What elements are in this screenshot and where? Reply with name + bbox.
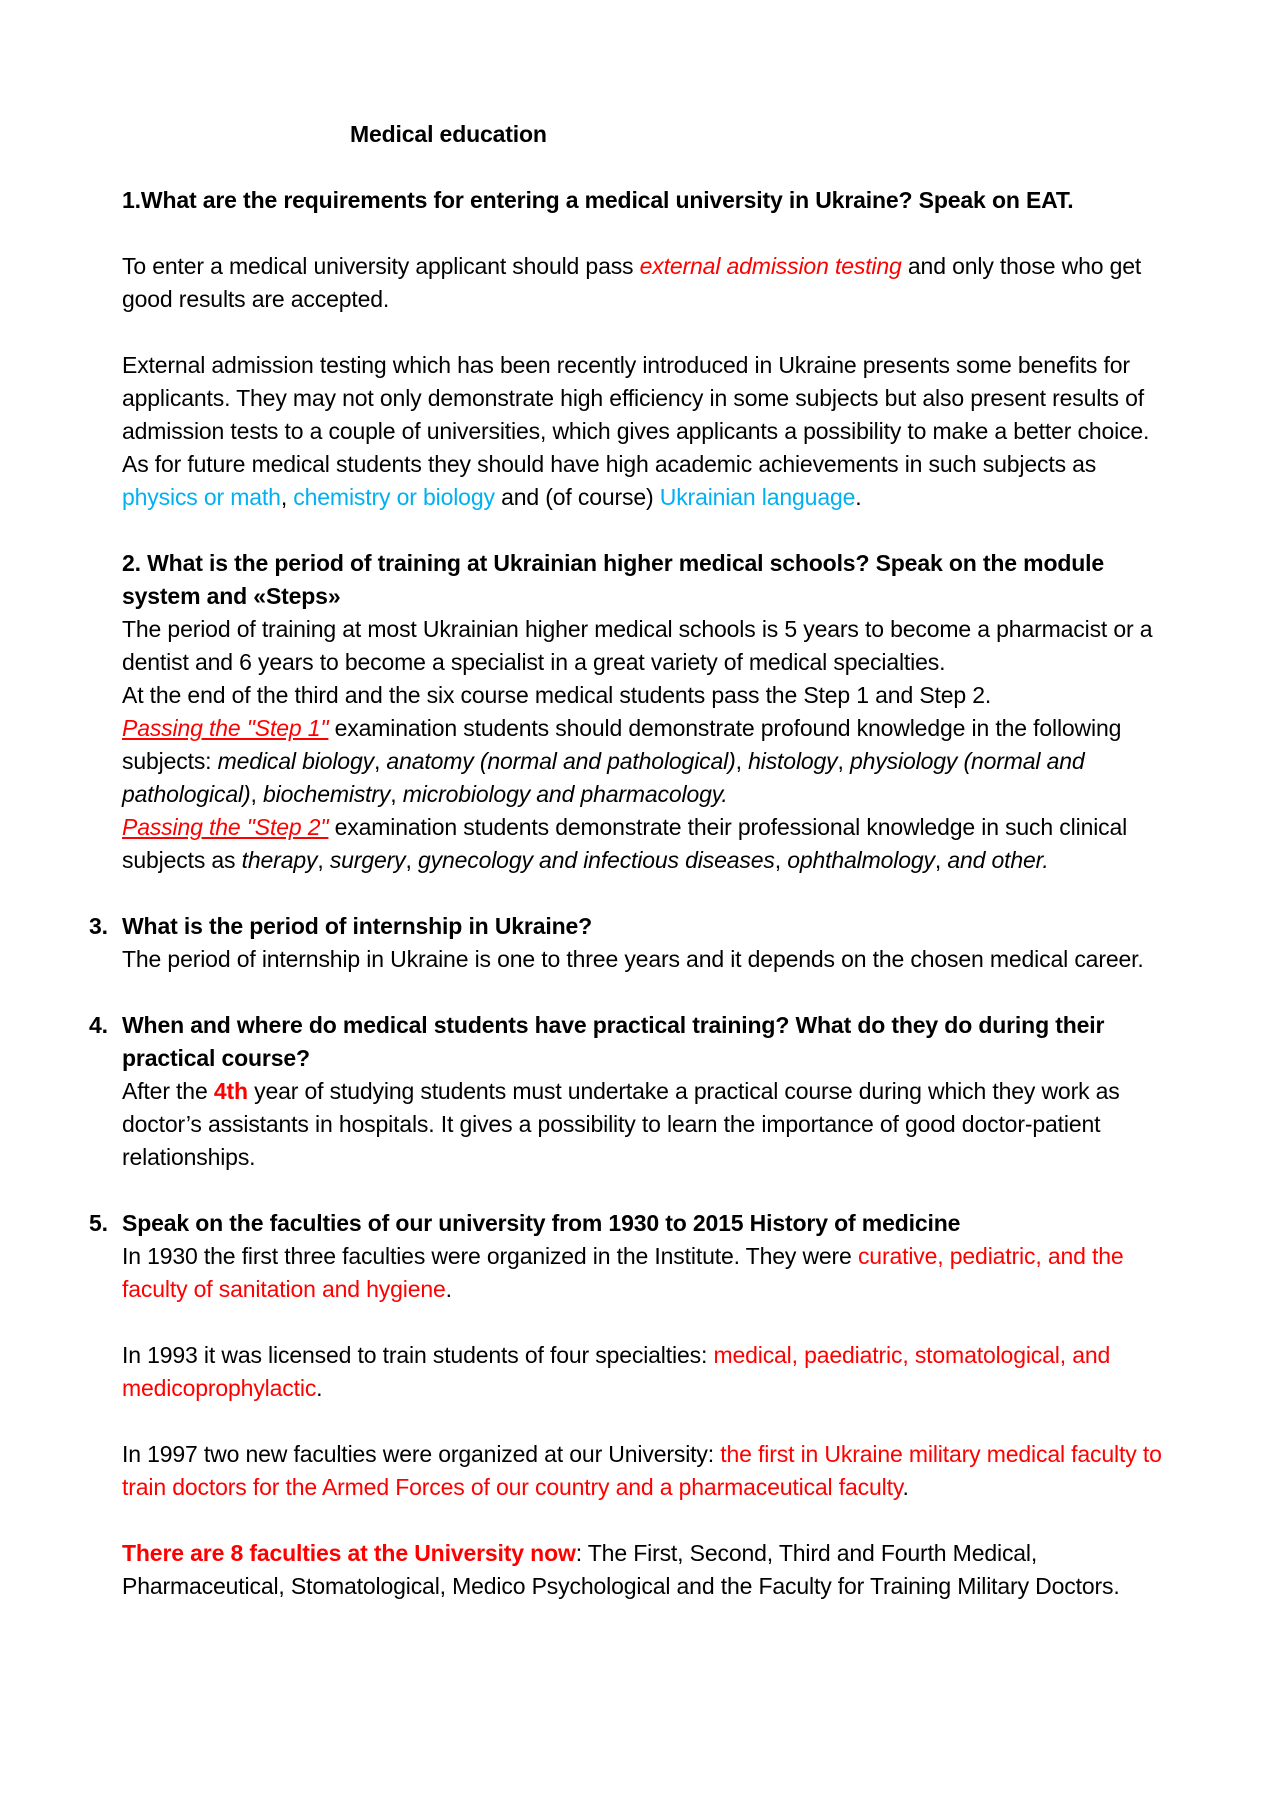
spacer (122, 316, 1172, 349)
text-run: , (735, 748, 749, 774)
list-number: 4. (89, 1012, 108, 1038)
text-run: . (902, 1474, 909, 1500)
highlight-specialties-1993: medical, paediatric, stomatological, and medicoprophylactic (122, 1342, 1111, 1401)
spacer (122, 1504, 1172, 1537)
q5-paragraph-2 (122, 1339, 1172, 1405)
highlight-step-2: Passing the "Step 2" (122, 814, 329, 840)
highlight-ukrainian-language: Ukrainian language (659, 484, 856, 510)
question-4: When and where do medical students have practical training? What do they do during their practical course? (122, 1012, 1105, 1071)
q2-paragraph-2: At the end of the third and the six course medical students pass the Step 1 and Step 2. (122, 682, 992, 708)
q1-paragraph-2 (122, 349, 1172, 514)
q5-paragraph-3 (122, 1438, 1172, 1504)
list-number: 5. (89, 1210, 108, 1236)
spacer (122, 976, 1172, 1009)
text-run: , (405, 847, 418, 873)
text-run: External admission testing which has been recently introduced in Ukraine presents some benefits for applicants. They may not only demonstrate high efficiency in some subjects but also present results of admission tests to a couple of universities, which gives applicants a possibility to make a better choice. As for future medical students they should have high academic achievements in such subjects as (122, 352, 1150, 477)
text-run: examination students demonstrate their professional knowledge in such clinical subjects as (122, 814, 1128, 873)
spacer (122, 1306, 1172, 1339)
text-run: , (373, 748, 387, 774)
question-5: Speak on the faculties of our university from 1930 to 2015 History of medicine (122, 1210, 961, 1236)
q3-paragraph-1: The period of internship in Ukraine is one to three years and it depends on the chosen medical career. (122, 946, 1144, 972)
spacer (122, 1174, 1172, 1207)
subject-italic: microbiology and pharmacology. (402, 781, 728, 807)
q2-paragraph-4 (122, 811, 1172, 877)
subject-italic: surgery (329, 847, 406, 873)
text-run: and only those who get good results are accepted. (122, 253, 1142, 312)
text-run: After the (122, 1078, 214, 1104)
document-title: Medical education (350, 121, 547, 147)
spacer (122, 217, 1172, 250)
document-page (89, 118, 1172, 1603)
text-run: examination students should demonstrate profound knowledge in the following subjects: (122, 715, 1122, 774)
q2-paragraph-3 (122, 712, 1172, 811)
text-run: , (390, 781, 403, 807)
question-3: What is the period of internship in Ukraine? (122, 913, 593, 939)
highlight-faculties-1997: the first in Ukraine military medical faculty to train doctors for the Armed Forces of our country and a pharmaceutical faculty (122, 1441, 1162, 1500)
text-run: , (280, 484, 294, 510)
text-run: : The First, Second, Third and Fourth Medical, Pharmaceutical, Stomatological, Medico Psychological and the Faculty for Training Military Doctors. (122, 1540, 1120, 1599)
list-number: 3. (89, 913, 108, 939)
subject-italic: biochemistry (262, 781, 391, 807)
highlight-4th: 4th (213, 1078, 248, 1104)
text-run: and (of course) (494, 484, 660, 510)
text-run: To enter a medical university applicant should pass (122, 253, 640, 279)
subject-italic: gynecology and infectious diseases (417, 847, 775, 873)
subject-italic: anatomy (normal and pathological) (386, 748, 736, 774)
text-run: , (774, 847, 788, 873)
question-2: 2. What is the period of training at Ukrainian higher medical schools? Speak on the module system and «Steps» (122, 550, 1105, 609)
highlight-chemistry-biology: chemistry or biology (293, 484, 495, 510)
highlight-step-1: Passing the "Step 1" (122, 715, 329, 741)
subject-italic: and other. (947, 847, 1049, 873)
question-3-block (89, 910, 1172, 976)
text-run: . (445, 1276, 452, 1302)
question-4-block (89, 1009, 1172, 1174)
subject-italic: ophthalmology (787, 847, 935, 873)
highlight-external-admission-testing: external admission testing (639, 253, 902, 279)
highlight-faculties-1930: curative, pediatric, and the faculty of sanitation and hygiene (122, 1243, 1124, 1302)
spacer (122, 514, 1172, 547)
spacer (122, 1405, 1172, 1438)
text-run: , (317, 847, 330, 873)
q1-paragraph-1 (122, 250, 1172, 316)
text-run: year of studying students must undertake a practical course during which they work as doctor’s assistants in hospitals. It gives a possibility to learn the importance of good doctor-patient relationships. (122, 1078, 1120, 1170)
q4-paragraph-1 (122, 1075, 1172, 1174)
text-run: , (837, 748, 851, 774)
question-5-block (89, 1207, 1172, 1603)
text-run: . (855, 484, 862, 510)
question-1: 1.What are the requirements for entering a medical university in Ukraine? Speak on EAT. (122, 187, 1074, 213)
subject-italic: therapy (241, 847, 318, 873)
q5-paragraph-4 (122, 1537, 1172, 1603)
text-run: In 1997 two new faculties were organized at our University: (122, 1441, 721, 1467)
text-run: , (250, 781, 263, 807)
subject-italic: physiology (normal and pathological) (122, 748, 1085, 807)
highlight-physics-math: physics or math (122, 484, 281, 510)
highlight-8-faculties: There are 8 faculties at the University now (122, 1540, 576, 1566)
text-run: . (316, 1375, 323, 1401)
subject-italic: histology (748, 748, 838, 774)
text-run: In 1930 the first three faculties were organized in the Institute. They were (122, 1243, 858, 1269)
subject-italic: medical biology (217, 748, 374, 774)
text-run: In 1993 it was licensed to train students of four specialties: (122, 1342, 714, 1368)
text-run: , (934, 847, 948, 873)
spacer (122, 877, 1172, 910)
q2-paragraph-1: The period of training at most Ukrainian higher medical schools is 5 years to become a pharmacist or a dentist and 6 years to become a specialist in a great variety of medical specialties. (122, 616, 1153, 675)
q5-paragraph-1 (122, 1240, 1172, 1306)
